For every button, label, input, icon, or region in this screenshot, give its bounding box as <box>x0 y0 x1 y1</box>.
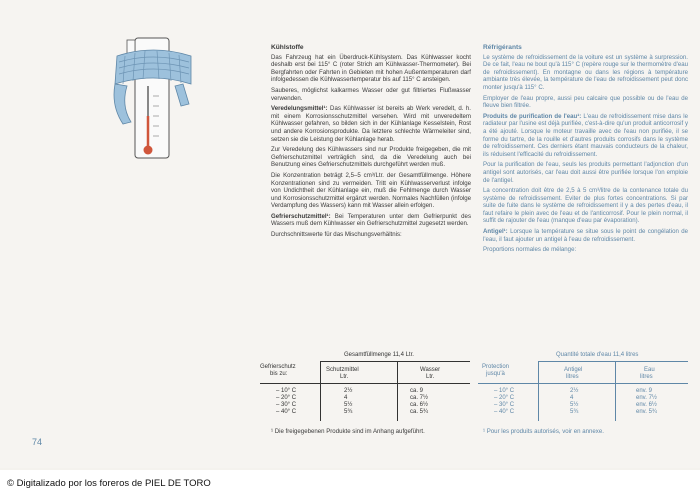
thermometer-scarf-illustration <box>113 26 193 176</box>
french-header-protection-2: jusqu'à <box>486 371 505 377</box>
french-title: Réfrigérants <box>483 44 522 51</box>
german-row-3-water: ca. 6½ <box>410 402 429 408</box>
german-header-agent-1: Schutzmittel <box>326 367 359 373</box>
german-header-water-2: Ltr. <box>426 374 435 380</box>
french-paragraph-3 <box>483 113 688 159</box>
french-mixture-table <box>478 352 693 422</box>
german-paragraph-5: Die Konzentration beträgt 2,5–5 cm³/Ltr. der Gesamtfüllmenge. Höhere Konzentrationen sind zu vermeiden. Tritt ein Kühlwasserverlust infolge von Undichtheit der Kühlanlage ein, muß die Fehlmenge durch Wasser und Korrosionsschutzmittel ergänzt werden. Normales Nachfüllen (infolge Verdampfung des Wassers) kann mit Wasser allein erfolgen. <box>271 171 471 210</box>
french-row-4-water: env. 5¾ <box>636 409 657 415</box>
french-text-column <box>483 44 688 257</box>
french-p3-text: L'eau de refroidissement mise dans le radiateur par l'usine est déjà purifiée, c'est-à-dire qu'un produit anticorrosif y a été ajouté. Lorsque le moteur travaille avec de l'eau non purifiée, il se forme du tartre, de la rouille et d'autres produits corrosifs dans le système de refroidissement. Ces derniers étant mauvais conducteurs de la chaleur, ils réduisent l'efficacité du refroidissement. <box>483 112 688 158</box>
french-paragraph-2: Employer de l'eau propre, aussi peu calcaire que possible ou de l'eau de fleuve bien filtrée. <box>483 94 688 110</box>
german-footnote: ¹ Die freigegebenen Produkte sind im Anhang aufgeführt. <box>271 428 425 435</box>
french-paragraph-5: La concentration doit être de 2,5 à 5 cm³/litre de la contenance totale du système de refroidissement. Eviter de plus fortes concentrations. Si par suite de fuite dans le système de refroidissement il y a des pertes d'eau, il faut refaire le plein avec de l'eau et de l'anticorrosif. Pour le plein normal, il suffit de rajouter de l'eau (manque d'eau par évaporation). <box>483 187 688 225</box>
french-header-water-2: litres <box>640 374 653 380</box>
french-footnote: ¹ Pour les produits autorisés, voir en annexe. <box>483 428 604 435</box>
french-row-4-agent: 5¾ <box>570 409 579 415</box>
german-header-total: Gesamtfüllmenge 11,4 Ltr. <box>344 352 414 358</box>
german-header-protection-1: Gefrierschutz <box>260 364 296 370</box>
french-row-2-agent: 4 <box>570 395 574 401</box>
german-row-3-agent: 5½ <box>344 402 353 408</box>
german-p3-text: Das Kühlwasser ist bereits ab Werk veredelt, d. h. mit einem Korrosionsschutzmittel versehen. Wird mit unveredeltem Kühlwasser gefahren, so bilden sich in der Kühlanlage Kesselstein, Rost und andere Korrosionsprodukte. Da letztere schlechte Wärmeleiter sind, setzen sie die Leistung der Kühlanlage herab. <box>271 105 471 143</box>
german-text-column <box>271 44 471 242</box>
german-column-divider-2 <box>397 361 398 421</box>
french-header-agent-1: Antigel <box>564 367 583 373</box>
french-paragraph-6 <box>483 228 688 243</box>
french-row-3-temp: – 30° C <box>494 402 515 408</box>
german-p6-text: Bei Temperaturen unter dem Gefrierpunkt des Wassers muß dem Kühlwasser ein Gefrierschutzmittel zugesetzt werden. <box>271 212 471 228</box>
german-header-protection-2: bis zu: <box>270 371 288 377</box>
french-row-3-water: env. 6½ <box>636 402 657 408</box>
german-row-4-agent: 5¾ <box>344 409 353 415</box>
german-header-water-1: Wasser <box>420 367 441 373</box>
french-header-bottom-rule <box>478 383 688 384</box>
german-paragraph-6 <box>271 213 471 228</box>
footer-bar <box>0 470 700 497</box>
french-header-divider <box>538 361 688 362</box>
german-paragraph-3 <box>271 105 471 143</box>
german-header-divider <box>320 361 470 362</box>
german-row-2-agent: 4 <box>344 395 348 401</box>
french-row-1-agent: 2½ <box>570 388 579 394</box>
german-row-4-temp: – 40° C <box>276 409 297 415</box>
french-row-1-temp: – 10° C <box>494 388 515 394</box>
french-paragraph-7: Proportions normales de mélange: <box>483 246 577 254</box>
french-row-4-temp: – 40° C <box>494 409 515 415</box>
german-header-agent-2: Ltr. <box>340 374 349 380</box>
french-row-2-water: env. 7½ <box>636 395 657 401</box>
german-title: Kühlstoffe <box>271 44 304 51</box>
german-paragraph-1: Das Fahrzeug hat ein Überdruck-Kühlsystem. Das Kühlwasser kocht deshalb erst bei 115° C (roter Strich am Kühlwasser-Thermometer). Bei Bergfahrten oder Fahrten in Gebieten mit hohen Außentemperaturen darf infolgedessen die Kühlwassertemperatur bis auf 115° C ansteigen. <box>271 53 471 84</box>
french-column-divider-2 <box>615 361 616 421</box>
german-p3-heading: Veredelungsmittel¹: <box>271 105 328 113</box>
french-row-1-water: env. 9 <box>636 388 652 394</box>
german-p6-heading: Gefrierschutzmittel¹: <box>271 212 331 220</box>
german-header-bottom-rule <box>260 383 470 384</box>
page-number: 74 <box>32 437 43 447</box>
french-p6-text: Lorsque la température se situe sous le point de congélation de l'eau, il faut ajouter un antigel à l'eau de refroidissement. <box>483 228 688 243</box>
french-column-divider-1 <box>538 361 539 421</box>
french-row-2-temp: – 20° C <box>494 395 515 401</box>
french-paragraph-1: Le système de refroidissement de la voiture est un système à surpression. De ce fait, l'eau ne bout qu'à 115° C (repère rouge sur le thermomètre d'eau de refroidissement). En montagne ou dans les régions à température ambiante très élevée, la température de l'eau de refroidissement peut donc monter jusqu'à 115° C. <box>483 53 688 91</box>
french-header-water-1: Eau <box>644 367 655 373</box>
french-p6-heading: Antigel¹: <box>483 228 508 236</box>
french-header-total: Quantité totale d'eau 11,4 litres <box>556 352 639 358</box>
german-row-2-temp: – 20° C <box>276 395 297 401</box>
french-header-protection-1: Protection <box>482 364 510 370</box>
german-row-1-agent: 2½ <box>344 388 353 394</box>
german-row-1-temp: – 10° C <box>276 388 297 394</box>
french-p3-heading: Produits de purification de l'eau¹: <box>483 112 582 120</box>
german-row-3-temp: – 30° C <box>276 402 297 408</box>
german-paragraph-4: Zur Veredelung des Kühlwassers sind nur Produkte freigegeben, die mit Gefrierschutzmittel verträglich sind, da die Veredelung auch bei Benutzung eines Gefrierschutzmittels durchgeführt werden muß. <box>271 146 471 169</box>
german-paragraph-7: Durchschnittswerte für das Mischungsverhältnis: <box>271 231 402 239</box>
french-row-3-agent: 5½ <box>570 402 579 408</box>
german-paragraph-2: Sauberes, möglichst kalkarmes Wasser oder gut filtriertes Flußwasser verwenden. <box>271 86 471 102</box>
footer-credit: © Digitalizado por los foreros de PIEL DE TORO <box>7 478 211 489</box>
german-mixture-table <box>260 352 475 422</box>
german-row-1-water: ca. 9 <box>410 388 424 394</box>
german-column-divider-1 <box>320 361 321 421</box>
german-row-4-water: ca. 5¾ <box>410 409 429 415</box>
german-row-2-water: ca. 7½ <box>410 395 429 401</box>
french-header-agent-2: litres <box>566 374 579 380</box>
french-paragraph-4: Pour la purification de l'eau, seuls les produits permettant l'adjonction d'un antigel sont autorisés, car l'eau doit aussi être purifiée lorsque l'on emploie de l'antigel. <box>483 161 688 184</box>
